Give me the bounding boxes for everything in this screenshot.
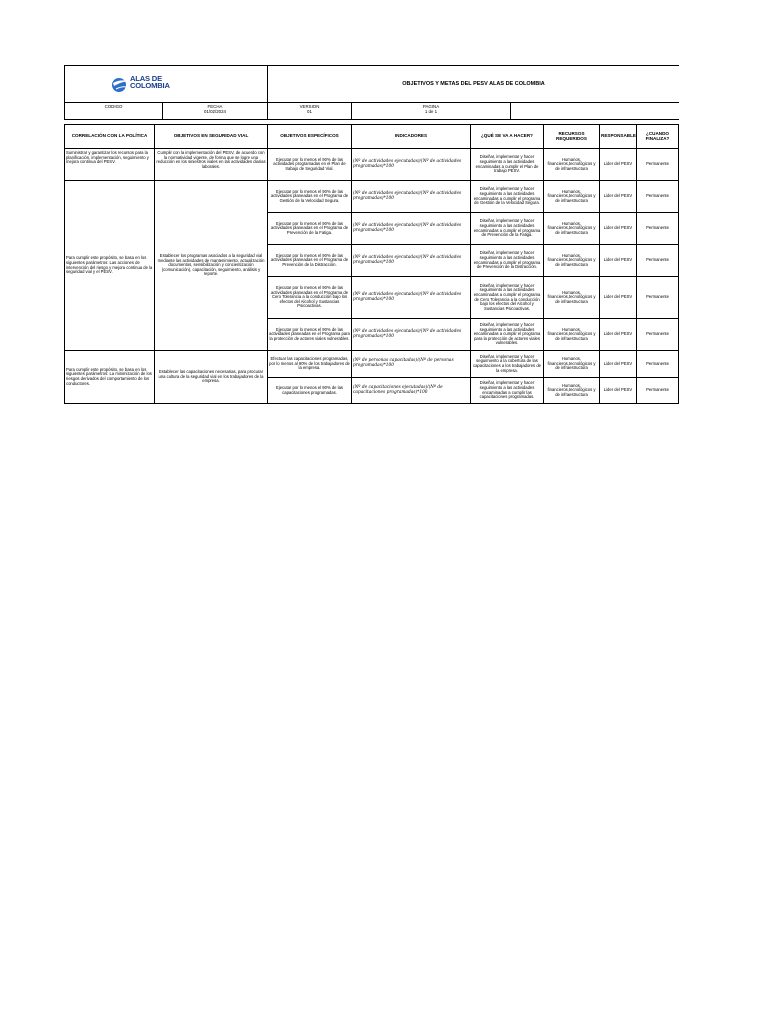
finaliza-cell: Permanente [637, 378, 679, 404]
version-value: 01 [307, 109, 312, 114]
hacer-cell: Diseñar, implementar y hacer seguimiento a las actividades encaminadas a cumplir el programa de Cero Tolerancia a la conducción bajo los efectos del Alcohol y Sustancias Psicoactivas. [471, 277, 544, 319]
document-header [64, 65, 679, 120]
responsable-cell: Lider del PESV [600, 378, 637, 404]
fecha-label: FECHA [207, 104, 223, 109]
finaliza-cell: Permanente [637, 213, 679, 245]
especifico-cell: Ejecutar por lo menos el 90% de las actividades planeadas en el Programa de Cero Tolerancia a la conducción bajo los efectos del Alcohol y Sustancias Psicoactivas. [268, 277, 352, 319]
finaliza-cell: Permanente [637, 149, 679, 181]
especifico-cell: Efectuar las capacitaciones programadas, por lo menos al 90% de los trabajadores de la empresa. [268, 351, 352, 378]
recursos-cell: Humanos, financieros,tecnológicos y de infraestructura [544, 245, 600, 277]
especifico-cell: Ejecutar por lo menos el 90% de las actividades programadas en el Plan de trabajo de Seguridad Vial. [268, 149, 352, 181]
hacer-cell: Diseñar, implementar y hacer seguimiento a las actividades encaminadas a cumplir el Plan de trabajo PESV. [471, 149, 544, 181]
especifico-cell: Ejecutar por lo menos el 90% de las capacitaciones programadas. [268, 378, 352, 404]
recursos-cell: Humanos, financieros,tecnológicos y de infraestructura [544, 213, 600, 245]
objectives-table [64, 124, 679, 404]
finaliza-cell: Permanente [637, 277, 679, 319]
finaliza-cell: Permanente [637, 319, 679, 351]
objetivo-cell: Cumplir con la implementación del PESV, de acuerdo con la normatividad vigente, de forma que se logre una reducción en los siniestros viales en las actividades diarias laborales. [155, 149, 268, 181]
version-label: VERSION [299, 104, 320, 109]
objetivo-cell: Establecer las capacitaciones necesarias, para procurar una cultura de la seguridad vial en los trabajadores de la empresa. [155, 351, 268, 404]
logo-wordmark: ALAS DE COLOMBIA [130, 74, 170, 91]
company-logo [110, 74, 190, 96]
recursos-cell: Humanos, financieros,tecnológicos y de infraestructura [544, 277, 600, 319]
responsable-cell: Lider del PESV [600, 245, 637, 277]
codigo-label: CODIGO [104, 104, 123, 109]
pagina-cell [352, 103, 511, 119]
hacer-cell: Diseñar, implementar y hacer seguimiento a las actividades encaminadas a cumplir el programa para la protección de actores viales vulnerables. [471, 319, 544, 351]
document-title: OBJETIVOS Y METAS DEL PESV ALAS DE COLOMBIA [402, 81, 545, 87]
indicador-cell: (Nº de actividades ejecutadas)/(Nº de actividades programadas)*100 [352, 181, 471, 213]
column-header: ¿QUÉ SE VA A HACER? [471, 125, 544, 149]
especifico-cell: Ejecutar por lo menos el 90% de las actividades planeadas en el Programa de Prevención de la Fatiga. [268, 213, 352, 245]
indicador-cell: (Nº de actividades ejecutadas)/(Nº de actividades programadas)*100 [352, 277, 471, 319]
meta-row [65, 102, 679, 119]
column-header: RECURSOS REQUERIDOS [544, 125, 600, 149]
fecha-cell [163, 103, 268, 119]
finaliza-cell: Permanente [637, 351, 679, 378]
logo-globe-icon [110, 75, 130, 95]
correlacion-cell: Suministrar y garantizar los recursos para la planificación, implementación, seguimiento y mejora continua del PESV. [65, 149, 155, 181]
codigo-cell [65, 103, 163, 119]
hacer-cell: Diseñar, implementar y hacer seguimiento a la cobertura de las capacitaciones a los trabajadores de la empresa. [471, 351, 544, 378]
responsable-cell: Lider del PESV [600, 213, 637, 245]
recursos-cell: Humanos, financieros,tecnológicos y de infraestructura [544, 149, 600, 181]
especifico-cell: Ejecutar por lo menos el 90% de las actividades planeadas en el Programa para la protección de actores viales vulnerables. [268, 319, 352, 351]
title-cell [268, 66, 679, 102]
fecha-value: 01/02/2024 [204, 109, 226, 114]
hacer-cell: Diseñar, implementar y hacer seguimiento a las actividades encaminadas a cumplir las capacitaciones programadas. [471, 378, 544, 404]
indicador-cell: (Nº de actividades ejecutadas)/(Nº de actividades programadas)*100 [352, 149, 471, 181]
correlacion-cell: Para cumplir este propósito, se basa en los siguientes parámetros: La minimización de los riesgos derivados del comportamiento de los conductores. [65, 351, 155, 404]
responsable-cell: Lider del PESV [600, 351, 637, 378]
responsable-cell: Lider del PESV [600, 277, 637, 319]
indicador-cell: (Nº de actividades ejecutadas)/(Nº de actividades programadas)*100 [352, 213, 471, 245]
indicador-cell: (Nº de actividades ejecutadas)/(Nº de actividades programadas)*100 [352, 245, 471, 277]
recursos-cell: Humanos, financieros,tecnológicos y de infraestructura [544, 378, 600, 404]
table-row [65, 181, 679, 213]
column-header: ¿CUANDO FINALIZA? [637, 125, 679, 149]
column-header: CORRELACIÓN CON LA POLÍTICA [65, 125, 155, 149]
finaliza-cell: Permanente [637, 245, 679, 277]
objetivo-cell: Establecer los programas asociados a la seguridad vial mediante las actividades de mantenimiento, actualización documentos, sensibilización y concientización (comunicación), capacitación, seguimiento, análisis y reporte. [155, 181, 268, 351]
responsable-cell: Lider del PESV [600, 181, 637, 213]
column-header: RESPONSABLE [600, 125, 637, 149]
correlacion-cell: Para cumplir este propósito, se basa en los siguientes parámetros: Las acciones de intervención del riesgo y mejora continua de la seguridad vial y el PESV. [65, 181, 155, 351]
indicador-cell: (Nº de actividades ejecutadas)/(Nº de actividades programadas)*100 [352, 319, 471, 351]
column-header: OBJETIVOS EN SEGURIDAD VIAL [155, 125, 268, 149]
hacer-cell: Diseñar, implementar y hacer seguimiento a las actividades encaminadas a cumplir el programa de Gestión de la Velocidad Segura. [471, 181, 544, 213]
column-header: OBJETIVOS ESPECÍFICOS [268, 125, 352, 149]
recursos-cell: Humanos, financieros,tecnológicos y de infraestructura [544, 181, 600, 213]
table-header-row [65, 125, 679, 149]
table-row [65, 149, 679, 181]
finaliza-cell: Permanente [637, 181, 679, 213]
indicador-cell: (Nº de capacitaciones ejecutadas)/(Nº de capacitaciones programadas)*100 [352, 378, 471, 404]
indicador-cell: (Nº de personas capacitadas)/(Nº de personas programadas)*100 [352, 351, 471, 378]
hacer-cell: Diseñar, implementar y hacer seguimiento a las actividades encaminadas a cumplir el programa de Prevención de la Distracción. [471, 245, 544, 277]
pagina-value: 1 de 1 [424, 109, 438, 114]
logo-cell [65, 66, 268, 102]
responsable-cell: Lider del PESV [600, 319, 637, 351]
version-cell [268, 103, 352, 119]
responsable-cell: Lider del PESV [600, 149, 637, 181]
pagina-label: PAGINA [422, 104, 440, 109]
table-row [65, 351, 679, 378]
recursos-cell: Humanos, financieros,tecnológicos y de infraestructura [544, 319, 600, 351]
especifico-cell: Ejecutar por lo menos el 90% de las actividades planeadas en el Programa de Prevención de la Distracción. [268, 245, 352, 277]
column-header: INDICADORES [352, 125, 471, 149]
hacer-cell: Diseñar, implementar y hacer seguimiento a las actividades encaminadas a cumplir el programa de Prevención de la Fatiga. [471, 213, 544, 245]
especifico-cell: Ejecutar por lo menos el 90% de las actividades planeadas en el Programa de Gestión de la Velocidad Segura. [268, 181, 352, 213]
recursos-cell: Humanos, financieros,tecnológicos y de infraestructura [544, 351, 600, 378]
